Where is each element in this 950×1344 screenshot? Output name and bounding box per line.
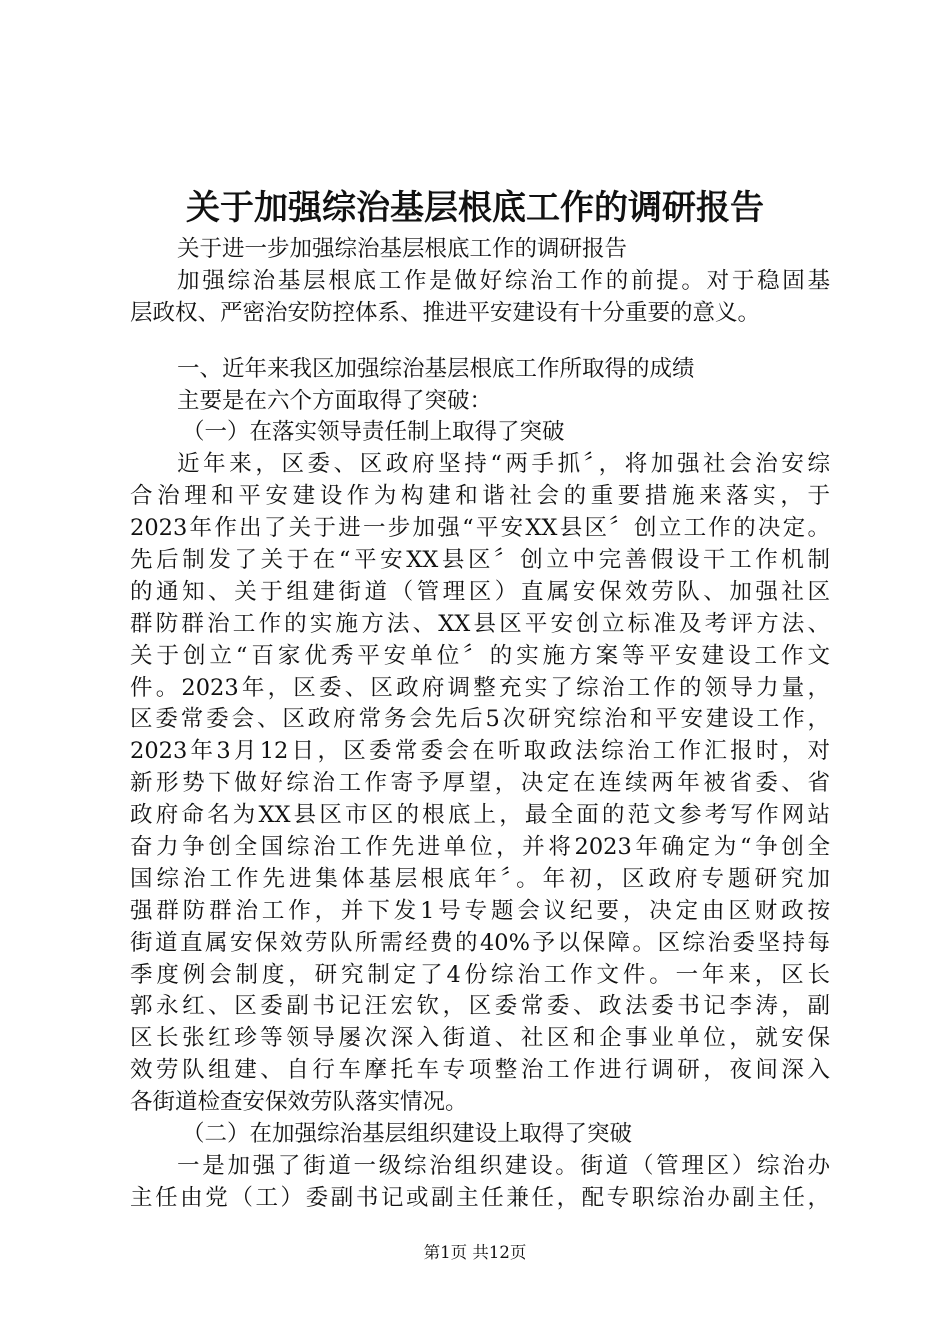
paragraph-line: 强群防群治工作，并下发1号专题会议纪要，决定由区财政按 bbox=[130, 897, 830, 924]
subsection-heading: （二）在加强综治基层组织建设上取得了突破 bbox=[182, 1121, 633, 1148]
paragraph-line: 近年来，区委、区政府坚持“两手抓〞，将加强社会治安综 bbox=[177, 451, 830, 478]
paragraph-line: 加强综治基层根底工作是做好综治工作的前提。对于稳固基 bbox=[177, 267, 830, 294]
paragraph-line: 2023年作出了关于进一步加强“平安XX县区〞创立工作的决定。 bbox=[130, 515, 830, 542]
paragraph-line: 季度例会制度，研究制定了4份综治工作文件。一年来，区长 bbox=[130, 961, 830, 988]
page-number: 第1页 共12页 bbox=[423, 1243, 527, 1262]
paragraph-line: 区委常委会、区政府常务会先后5次研究综治和平安建设工作， bbox=[130, 706, 830, 733]
paragraph-line: 政府命名为XX县区市区的根底上，最全面的范文参考写作网站 bbox=[130, 802, 830, 829]
paragraph-line: 郭永红、区委副书记汪宏钦，区委常委、政法委书记李涛，副 bbox=[130, 993, 830, 1020]
paragraph-line: 群防群治工作的实施方法、XX县区平安创立标准及考评方法、 bbox=[130, 610, 830, 637]
document-body bbox=[130, 234, 830, 1215]
paragraph-line: 先后制发了关于在“平安XX县区〞创立中完善假设干工作机制 bbox=[130, 547, 830, 574]
subtitle-line: 关于进一步加强综治基层根底工作的调研报告 bbox=[177, 236, 628, 262]
document-title: 关于加强综治基层根底工作的调研报告 bbox=[186, 188, 764, 228]
paragraph-line: 关于创立“百家优秀平安单位〞的实施方案等平安建设工作文 bbox=[130, 642, 830, 669]
paragraph-line: 主要是在六个方面取得了突破： bbox=[177, 387, 493, 414]
paragraph-line: 国综治工作先进集体基层根底年〞。年初，区政府专题研究加 bbox=[130, 865, 830, 892]
paragraph-line: 主任由党（工）委副书记或副主任兼任，配专职综治办副主任， bbox=[130, 1184, 830, 1211]
paragraph-line: 奋力争创全国综治工作先进单位，并将2023年确定为“争创全 bbox=[130, 834, 830, 861]
paragraph-line: 件。2023年，区委、区政府调整充实了综治工作的领导力量， bbox=[130, 674, 830, 701]
section-heading: 一、近年来我区加强综治基层根底工作所取得的成绩 bbox=[177, 355, 695, 382]
paragraph-line: 层政权、严密治安防控体系、推进平安建设有十分重要的意义。 bbox=[130, 299, 761, 326]
paragraph-line: 一是加强了街道一级综治组织建设。街道（管理区）综治办 bbox=[177, 1152, 830, 1179]
paragraph-line: 的通知、关于组建街道（管理区）直属安保效劳队、加强社区 bbox=[130, 578, 830, 605]
paragraph-line: 效劳队组建、自行车摩托车专项整治工作进行调研，夜间深入 bbox=[130, 1057, 830, 1084]
paragraph-line: 街道直属安保效劳队所需经费的40%予以保障。区综治委坚持每 bbox=[130, 929, 830, 956]
paragraph-line: 2023年3月12日，区委常委会在听取政法综治工作汇报时，对 bbox=[130, 738, 830, 765]
subsection-heading: （一）在落实领导责任制上取得了突破 bbox=[182, 419, 565, 446]
paragraph-line: 区长张红珍等领导屡次深入街道、社区和企事业单位，就安保 bbox=[130, 1025, 830, 1052]
paragraph-line: 合治理和平安建设作为构建和谐社会的重要措施来落实，于 bbox=[130, 483, 830, 510]
paragraph-line: 新形势下做好综治工作寄予厚望，决定在连续两年被省委、省 bbox=[130, 770, 830, 797]
paragraph-line: 各街道检查安保效劳队落实情况。 bbox=[130, 1089, 468, 1116]
